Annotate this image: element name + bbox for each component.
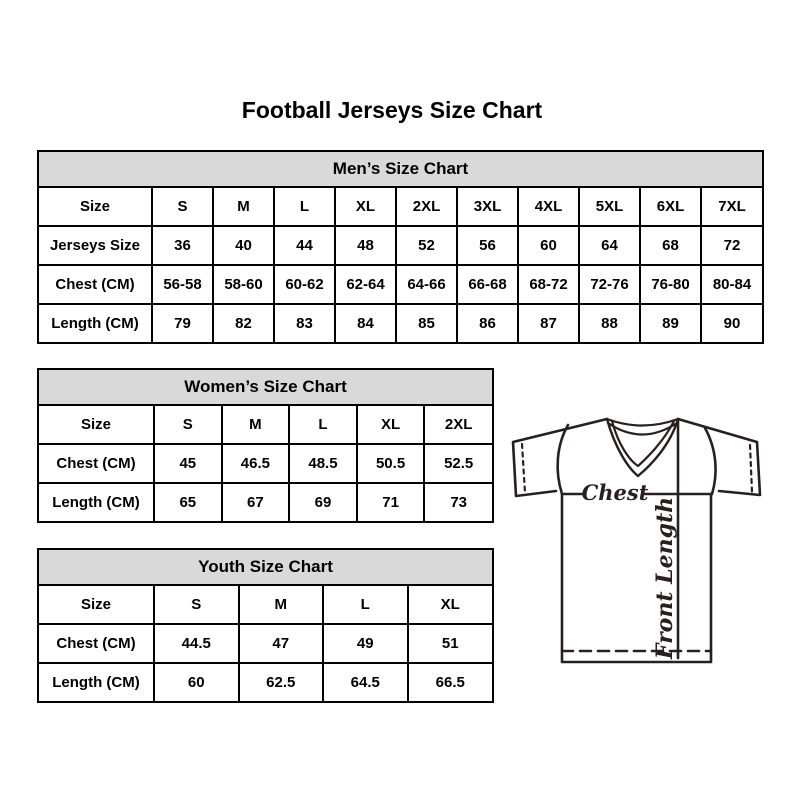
column-header-cell: Size — [39, 188, 152, 226]
row-label-cell: Length (CM) — [39, 663, 154, 701]
column-header-cell: XL — [335, 188, 396, 226]
value-cell: 69 — [289, 483, 357, 521]
jersey-left-cuff-dashes — [522, 444, 525, 493]
row-label-cell: Jerseys Size — [39, 226, 152, 265]
row-label-cell: Length (CM) — [39, 483, 154, 521]
column-header-cell: Size — [39, 406, 154, 444]
front-length-label: Front Length — [652, 496, 678, 660]
mens-size-chart-header: Men’s Size Chart — [39, 152, 762, 188]
value-cell: 60 — [154, 663, 239, 701]
column-header-cell: 4XL — [518, 188, 579, 226]
column-header-cell: Size — [39, 586, 154, 624]
column-header-cell: L — [323, 586, 408, 624]
youth-size-table — [39, 586, 492, 701]
table-row — [39, 663, 492, 701]
value-cell: 60-62 — [274, 265, 335, 304]
table-row — [39, 265, 762, 304]
value-cell: 66-68 — [457, 265, 518, 304]
value-cell: 72 — [701, 226, 762, 265]
header-row — [39, 406, 492, 444]
column-header-cell: L — [274, 188, 335, 226]
column-header-cell: S — [154, 406, 222, 444]
jersey-left-armhole — [558, 425, 568, 494]
column-header-cell: 5XL — [579, 188, 640, 226]
value-cell: 88 — [579, 304, 640, 342]
table-row — [39, 624, 492, 663]
value-cell: 64 — [579, 226, 640, 265]
value-cell: 44 — [274, 226, 335, 265]
value-cell: 86 — [457, 304, 518, 342]
header-row — [39, 586, 492, 624]
column-header-cell: 2XL — [396, 188, 457, 226]
value-cell: 52.5 — [424, 444, 492, 483]
value-cell: 79 — [152, 304, 213, 342]
value-cell: 62.5 — [239, 663, 324, 701]
column-header-cell: M — [239, 586, 324, 624]
page-title: Football Jerseys Size Chart — [241, 97, 543, 123]
value-cell: 36 — [152, 226, 213, 265]
header-row — [39, 188, 762, 226]
womens-size-chart-table — [37, 368, 494, 523]
value-cell: 51 — [408, 624, 493, 663]
column-header-cell: L — [289, 406, 357, 444]
column-header-cell: S — [152, 188, 213, 226]
value-cell: 76-80 — [640, 265, 701, 304]
value-cell: 71 — [357, 483, 425, 521]
column-header-cell: 3XL — [457, 188, 518, 226]
value-cell: 85 — [396, 304, 457, 342]
value-cell: 87 — [518, 304, 579, 342]
jersey-body — [562, 494, 711, 662]
table-row — [39, 304, 762, 342]
womens-size-chart-header: Women’s Size Chart — [39, 370, 492, 406]
value-cell: 66.5 — [408, 663, 493, 701]
value-cell: 46.5 — [222, 444, 290, 483]
jersey-right-sleeve — [678, 419, 760, 495]
value-cell: 90 — [701, 304, 762, 342]
column-header-cell: 7XL — [701, 188, 762, 226]
row-label-cell: Chest (CM) — [39, 444, 154, 483]
value-cell: 52 — [396, 226, 457, 265]
table-row — [39, 483, 492, 521]
value-cell: 60 — [518, 226, 579, 265]
value-cell: 72-76 — [579, 265, 640, 304]
column-header-cell: XL — [357, 406, 425, 444]
value-cell: 40 — [213, 226, 274, 265]
value-cell: 89 — [640, 304, 701, 342]
table-row — [39, 444, 492, 483]
value-cell: 50.5 — [357, 444, 425, 483]
column-header-cell: 2XL — [424, 406, 492, 444]
column-header-cell: S — [154, 586, 239, 624]
youth-size-chart-header: Youth Size Chart — [39, 550, 492, 586]
womens-size-table — [39, 406, 492, 521]
value-cell: 48.5 — [289, 444, 357, 483]
column-header-cell: 6XL — [640, 188, 701, 226]
value-cell: 47 — [239, 624, 324, 663]
table-row — [39, 226, 762, 265]
value-cell: 44.5 — [154, 624, 239, 663]
value-cell: 64.5 — [323, 663, 408, 701]
jersey-vneck-inner — [612, 421, 674, 466]
row-label-cell: Length (CM) — [39, 304, 152, 342]
value-cell: 48 — [335, 226, 396, 265]
value-cell: 80-84 — [701, 265, 762, 304]
value-cell: 45 — [154, 444, 222, 483]
chest-label: Chest — [581, 480, 649, 505]
jersey-right-armhole — [705, 428, 716, 494]
column-header-cell: M — [213, 188, 274, 226]
value-cell: 84 — [335, 304, 396, 342]
value-cell: 67 — [222, 483, 290, 521]
value-cell: 73 — [424, 483, 492, 521]
mens-size-table — [39, 188, 762, 342]
row-label-cell: Chest (CM) — [39, 265, 152, 304]
value-cell: 62-64 — [335, 265, 396, 304]
youth-size-chart-table — [37, 548, 494, 703]
mens-size-chart-table — [37, 150, 764, 344]
value-cell: 68 — [640, 226, 701, 265]
value-cell: 56 — [457, 226, 518, 265]
value-cell: 49 — [323, 624, 408, 663]
value-cell: 83 — [274, 304, 335, 342]
jersey-collar-arc-outer — [607, 419, 678, 426]
column-header-cell: XL — [408, 586, 493, 624]
value-cell: 58-60 — [213, 265, 274, 304]
value-cell: 68-72 — [518, 265, 579, 304]
jersey-measurement-diagram — [498, 406, 770, 670]
value-cell: 56-58 — [152, 265, 213, 304]
value-cell: 82 — [213, 304, 274, 342]
value-cell: 64-66 — [396, 265, 457, 304]
value-cell: 65 — [154, 483, 222, 521]
column-header-cell: M — [222, 406, 290, 444]
jersey-right-cuff-dashes — [750, 445, 752, 492]
row-label-cell: Chest (CM) — [39, 624, 154, 663]
